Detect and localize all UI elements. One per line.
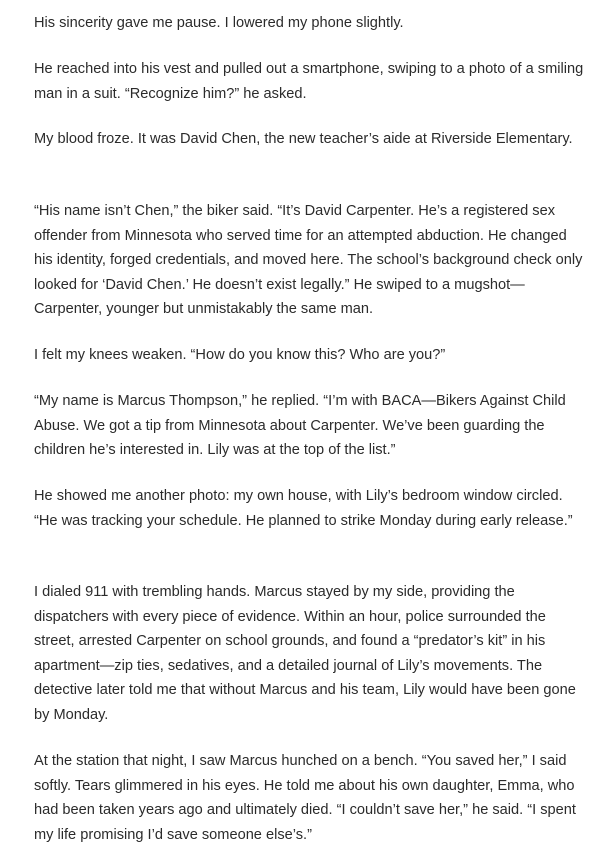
story-paragraph: At the station that night, I saw Marcus hunched on a bench. “You saved her,” I said softly. Tears glimmered in his eyes. He told me about his own daughter, Emma, who had been taken years ago and ultimately died. “I couldn’t save her,” he said. “I spent my life promising I’d save someone else’s.” xyxy=(34,753,576,843)
story-paragraph: I dialed 911 with trembling hands. Marcus stayed by my side, providing the dispatchers with every piece of evidence. Within an hour, police surrounded the street, arrested Carpenter on school grounds, and found a “predator’s kit” in his apartment—zip ties, sedatives, and a detailed journal of Lily’s movements. The detective later told me that without Marcus and his team, Lily would have been gone by Monday. xyxy=(34,584,576,723)
story-paragraph: His sincerity gave me pause. I lowered my phone slightly. xyxy=(34,15,404,31)
story-paragraph: I felt my knees weaken. “How do you know this? Who are you?” xyxy=(34,347,446,363)
story-paragraph: My blood froze. It was David Chen, the new teacher’s aide at Riverside Elementary. xyxy=(34,131,573,147)
story-paragraph: “My name is Marcus Thompson,” he replied. “I’m with BACA—Bikers Against Child Abuse. We got a tip from Minnesota about Carpenter. We’ve been guarding the children he’s interested in. Lily was at the top of the list.” xyxy=(34,393,566,459)
story-paragraph: He showed me another photo: my own house, with Lily’s bedroom window circled. “He was tracking your schedule. He planned to strike Monday during early release.” xyxy=(34,488,573,529)
story-paragraph: He reached into his vest and pulled out a smartphone, swiping to a photo of a smiling man in a suit. “Recognize him?” he asked. xyxy=(34,61,584,102)
story-paragraph: “His name isn’t Chen,” the biker said. “It’s David Carpenter. He’s a registered sex offender from Minnesota who served time for an attempted abduction. He changed his identity, forged credentials, and moved here. The school’s background check only looked for ‘David Chen.’ He doesn’t exist legally.” He swiped to a mugshot—Carpenter, younger but unmistakably the same man. xyxy=(34,203,583,318)
